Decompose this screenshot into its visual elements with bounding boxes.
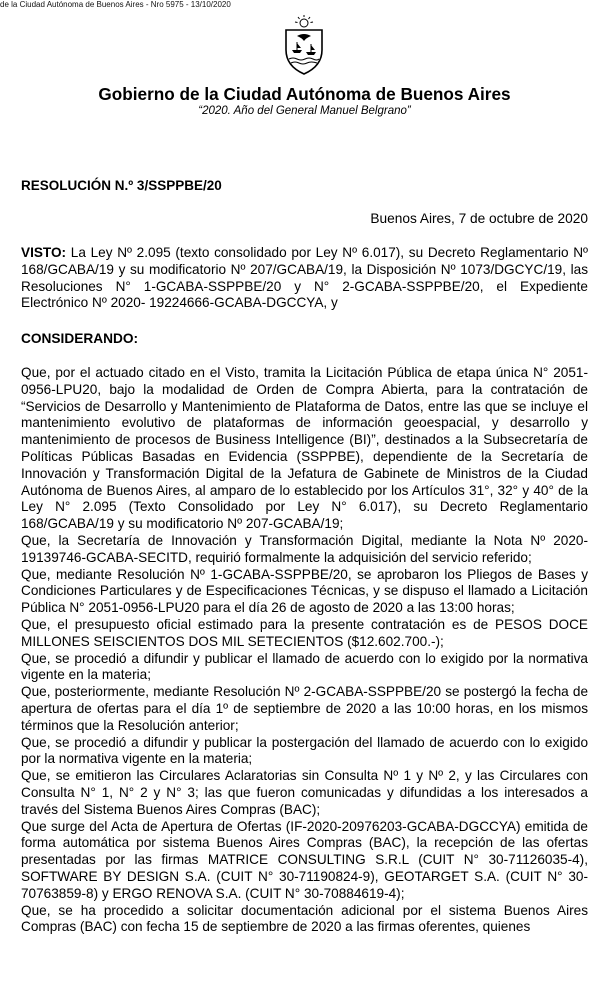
year-motto: “2020. Año del General Manuel Belgrano” xyxy=(198,105,411,117)
paragraph: Que, se emitieron las Circulares Aclaratorias sin Consulta Nº 1 y Nº 2, y las Circulares con Consulta N° 1, N° 2 y N° 3; las que fueron comunicadas y difundidas a los interesados a través del Sistema Buenos Aires Compras (BAC); xyxy=(21,768,588,817)
city-coat-of-arms-icon xyxy=(278,14,330,76)
visto-section xyxy=(21,245,588,312)
paragraph: Que surge del Acta de Apertura de Ofertas (IF-2020-20976203-GCABA-DGCCYA) emitida de forma automática por sistema Buenos Aires Compras (BAC), la recepción de las ofertas presentadas por las firmas MATRICE CONSULTING S.R.L (CUIT N° 30-71126035-4), SOFTWARE BY DESIGN S.A. (CUIT N° 30-71190824-9), GEOTARGET S.A. (CUIT N° 30-70763859-8) y ERGO RENOVA S.A. (CUIT N° 30-70884619-4); xyxy=(21,818,588,901)
paragraph: Que, posteriormente, mediante Resolución Nº 2-GCABA-SSPPBE/20 se postergó la fecha de apertura de ofertas para el día 1º de septiembre de 2020 a las 10:00 horas, en los mismos términos que la Resolución anterior; xyxy=(21,684,588,733)
paragraph: Que, mediante Resolución Nº 1-GCABA-SSPPBE/20, se aprobaron los Pliegos de Bases y Condiciones Particulares y de Especificaciones Técnicas, y se dispuso el llamado a Licitación Pública N° 2051-0956-LPU20 para el día 26 de agosto de 2020 a las 13:00 horas; xyxy=(21,566,588,616)
publication-header-note: de la Ciudad Autónoma de Buenos Aires - Nro 5975 - 13/10/2020 xyxy=(0,0,231,9)
resolution-number: RESOLUCIÓN N.º 3/SSPPBE/20 xyxy=(21,178,222,193)
paragraph: Que, se procedió a difundir y publicar la postergación del llamado de acuerdo con lo exigido por la normativa vigente en la materia; xyxy=(21,734,588,767)
visto-label: VISTO: xyxy=(21,245,67,260)
considerando-paragraphs xyxy=(21,365,588,936)
paragraph: Que, el presupuesto oficial estimado para la presente contratación es de PESOS DOCE MILLONES SEISCIENTOS DOS MIL SETECIENTOS ($12.602.700.-); xyxy=(21,616,588,649)
place-and-date: Buenos Aires, 7 de octubre de 2020 xyxy=(370,211,588,226)
considerando-title: CONSIDERANDO: xyxy=(21,331,139,346)
paragraph: Que, se procedió a difundir y publicar el llamado de acuerdo con lo exigido por la normativa vigente en la materia; xyxy=(21,650,588,683)
paragraph: Que, se ha procedido a solicitar documentación adicional por el sistema Buenos Aires Compras (BAC) con fecha 15 de septiembre de 2020 a las firmas oferentes, quienes xyxy=(21,902,588,935)
paragraph: Que, la Secretaría de Innovación y Transformación Digital, mediante la Nota Nº 2020-19139746-GCABA-SECITD, requirió formalmente la adquisición del servicio referido; xyxy=(21,532,588,565)
visto-text: La Ley Nº 2.095 (texto consolidado por Ley Nº 6.017), su Decreto Reglamentario Nº 168/GCABA/19 y su modificatorio Nº 207/GCABA/19, la Disposición Nº 1073/DGCYC/19, las Resoluciones N° 1-GCABA-SSPPBE/20 y N° 2-GCABA-SSPPBE/20, el Expediente Electrónico Nº 2020- 19224666-GCABA-DGCCYA, y xyxy=(21,245,588,311)
government-title: Gobierno de la Ciudad Autónoma de Buenos Aires xyxy=(98,84,511,104)
paragraph: Que, por el actuado citado en el Visto, tramita la Licitación Pública de etapa única N° 2051-0956-LPU20, bajo la modalidad de Orden de Compra Abierta, para la contratación de “Servicios de Desarrollo y Mantenimiento de Plataforma de Datos, entre las que se incluye el mantenimiento evolutivo de plataformas de información geoespacial, y desarrollo y mantenimiento de procesos de Business Intelligence (BI)”, destinados a la Subsecretaría de Políticas Públicas Basadas en Evidencia (SSPPBE), dependiente de la Secretaría de Innovación y Transformación Digital de la Jefatura de Gabinete de Ministros de la Ciudad Autónoma de Buenos Aires, al amparo de lo establecido por los Artículos 31°, 32° y 40° de la Ley N° 2.095 (Texto Consolidado por Ley N° 6.017), su Decreto Reglamentario 168/GCABA/19 y su modificatorio Nº 207-GCABA/19; xyxy=(21,365,588,532)
